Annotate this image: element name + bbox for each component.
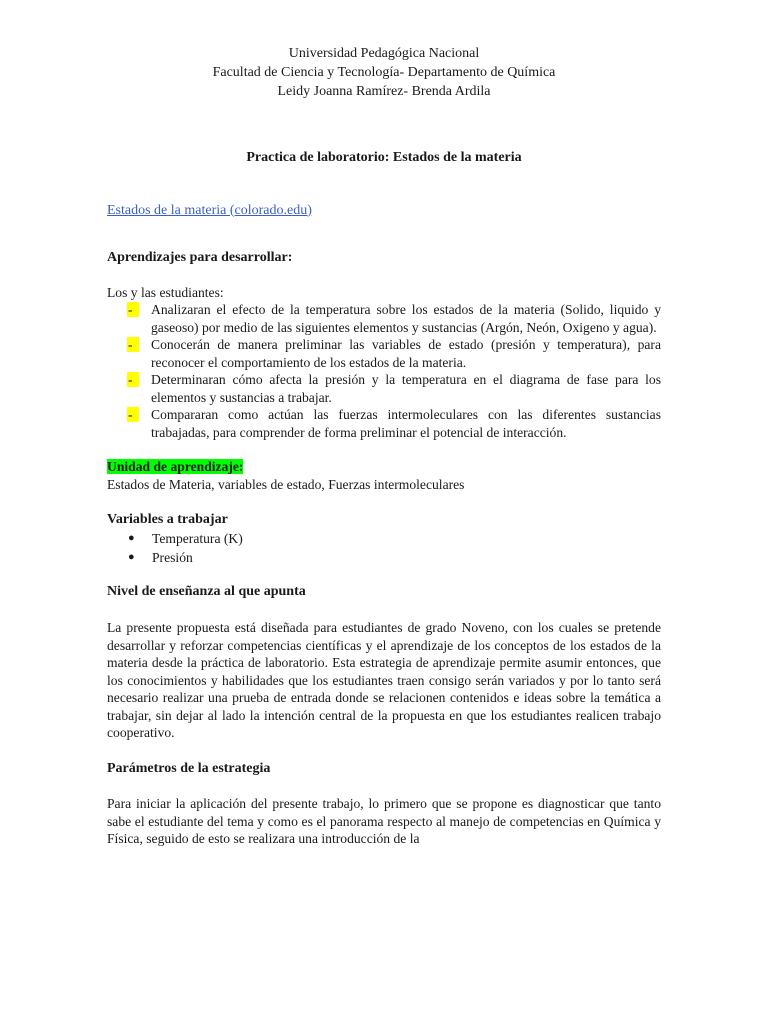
aprendizajes-heading: Aprendizajes para desarrollar: [107,250,293,265]
list-item [107,529,661,548]
simulation-link[interactable]: Estados de la materia (colorado.edu) [107,202,312,218]
list-item [107,336,661,371]
university-name: Universidad Pedagógica Nacional [288,46,480,61]
list-item [107,548,661,567]
unidad-text: Estados de Materia, variables de estado, Fuerzas intermoleculares [107,476,465,492]
bullet-icon: ● [128,531,135,544]
aprendizajes-intro: Los y las estudiantes: [107,284,224,300]
unidad-heading: Unidad de aprendizaje: [107,459,244,474]
parametros-paragraph: Para iniciar la aplicación del presente trabajo, lo primero que se propone es diagnosticar que tanto sabe el estudiante del tema y como es el panorama respecto al manejo de competencias en Química y Física, seguido de esto se realizara una introducción de la [107,796,661,846]
list-item [107,406,661,441]
parametros-heading: Parámetros de la estrategia [107,760,271,776]
aprendizajes-list [107,301,661,441]
list-item-text: Temperatura (K) [152,530,243,546]
authors: Leidy Joanna Ramírez- Brenda Ardila [277,84,491,99]
highlighted-dash: - [127,372,139,387]
list-item-text: Determinaran cómo afecta la presión y la temperatura en el diagrama de fase para los elementos y sustancias a trabajar. [151,372,661,405]
bullet-icon: ● [128,550,135,563]
highlighted-dash: - [127,302,139,317]
list-item-text: Analizaran el efecto de la temperatura sobre los estados de la materia (Solido, liquido y gaseoso) por medio de las siguientes elementos y sustancias (Argón, Neón, Oxigeno y agua). [151,302,661,335]
document-header [107,44,661,101]
list-item-text: Conocerán de manera preliminar las variables de estado (presión y temperatura), para reconocer el comportamiento de los estados de la materia. [151,337,661,370]
document-page [107,44,661,848]
nivel-heading: Nivel de enseñanza al que apunta [107,583,306,599]
faculty-name: Facultad de Ciencia y Tecnología- Departamento de Química [212,65,556,80]
list-item-text: Compararan como actúan las fuerzas intermoleculares con las diferentes sustancias trabajadas, para comprender de forma preliminar el potencial de interacción. [151,407,661,440]
list-item [107,301,661,336]
variables-heading: Variables a trabajar [107,512,228,527]
highlighted-dash: - [127,407,139,422]
variables-list [107,529,661,567]
list-item [107,371,661,406]
highlighted-dash: - [127,337,139,352]
nivel-paragraph: La presente propuesta está diseñada para estudiantes de grado Noveno, con los cuales se pretende desarrollar y reforzar competencias científicas y el aprendizaje de los conceptos de los estados de la materia desde la práctica de laboratorio. Esta estrategia de aprendizaje permite asumir entonces, que los conocimientos y habilidades que los estudiantes traen consigo serán variados y por lo tanto será necesario realizar una prueba de entrada donde se relacionen contenidos e ideas sobre la temática a trabajar, sin dejar al lado la intención central de la propuesta en que los estudiantes realicen trabajo cooperativo. [107,620,661,740]
list-item-text: Presión [152,549,193,565]
document-title: Practica de laboratorio: Estados de la materia [246,150,522,165]
